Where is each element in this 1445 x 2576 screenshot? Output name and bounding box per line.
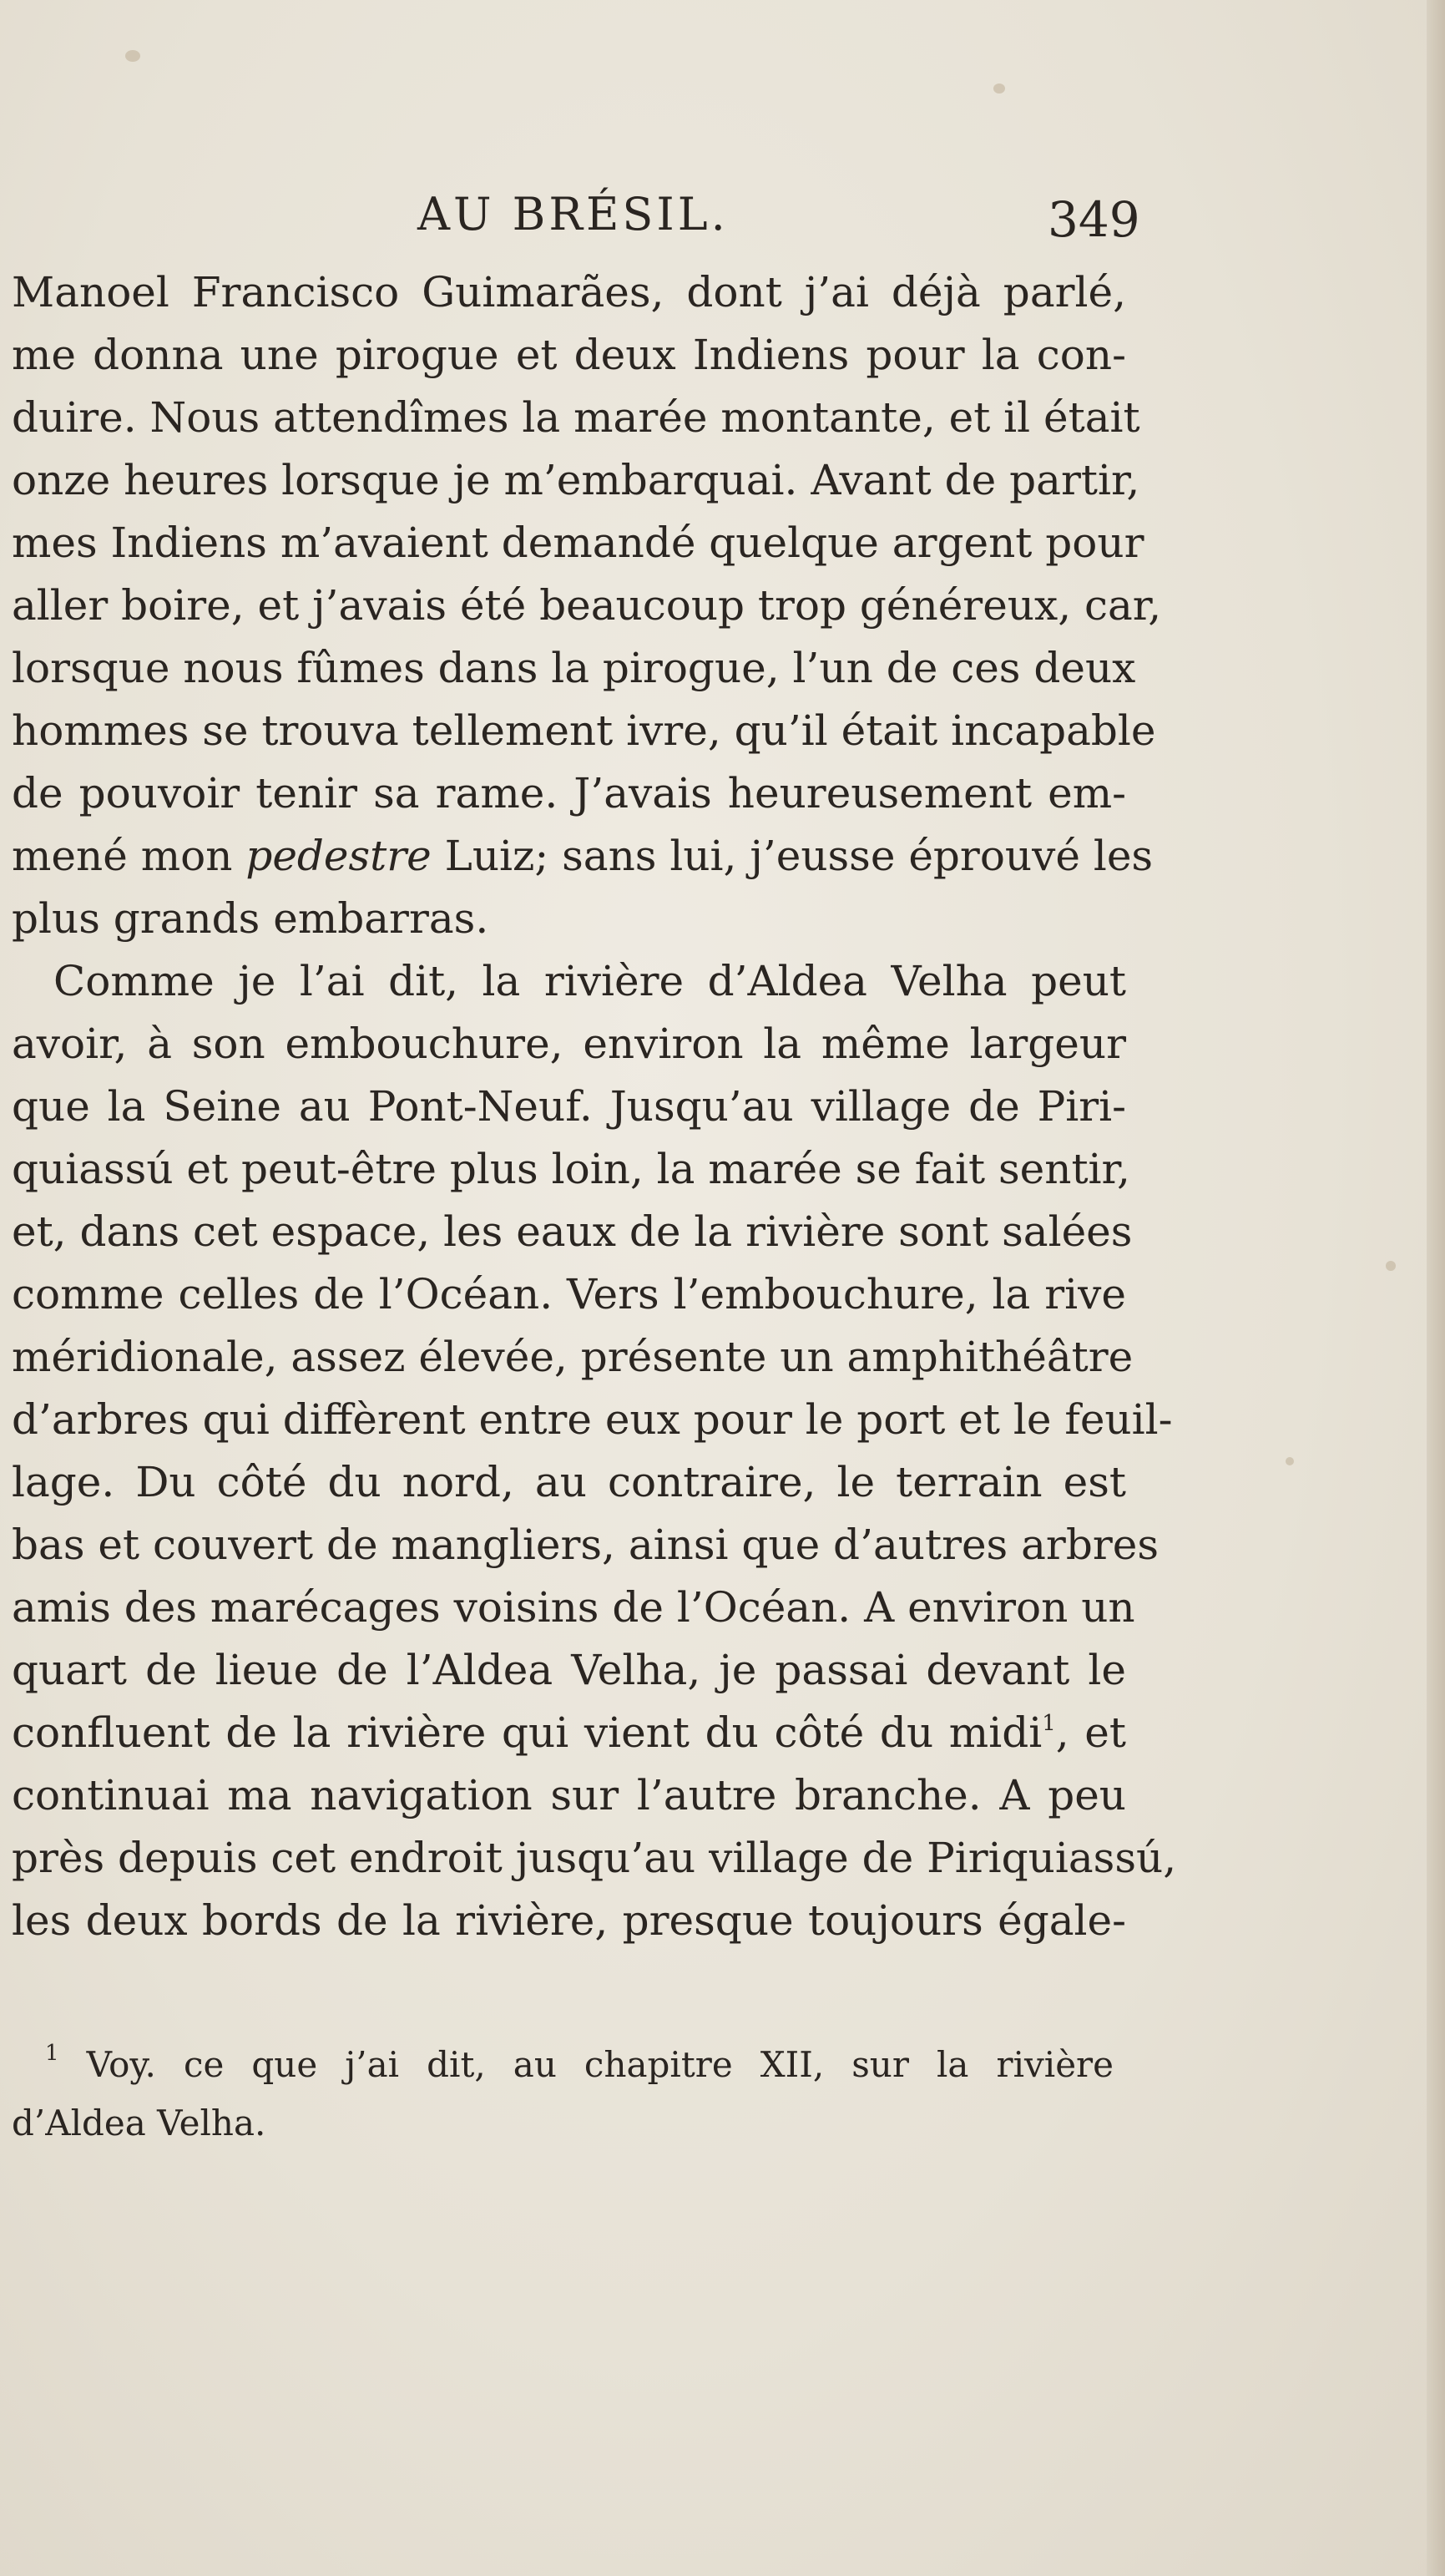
text-line: quiassú et peut-être plus loin, la marée se fait sentir, <box>12 1145 1130 1193</box>
text-line <box>12 1702 1126 1764</box>
text-line: onze heures lorsque je m’embarquai. Avant de partir, <box>12 456 1140 504</box>
body-text <box>12 261 1177 1952</box>
paper-speck <box>993 84 1005 94</box>
footnote-marker: 1 <box>45 2041 59 2066</box>
italic-word: pedestre <box>245 832 432 880</box>
footnote-ref: 1 <box>1042 1711 1056 1736</box>
text-line: avoir, à son embouchure, environ la même largeur <box>12 1020 1126 1068</box>
text-line: près depuis cet endroit jusqu’au village de Piriquiassú, <box>12 1834 1177 1882</box>
text-line: me donna une pirogue et deux Indiens pour la con- <box>12 331 1126 379</box>
paper-speck <box>1386 1261 1396 1271</box>
text-line: de pouvoir tenir sa rame. J’avais heureusement em- <box>12 769 1126 817</box>
text-line: hommes se trouva tellement ivre, qu’il était incapable <box>12 706 1156 755</box>
text-line: Comme je l’ai dit, la rivière d’Aldea Velha peut <box>53 957 1126 1005</box>
paper-speck <box>125 50 140 62</box>
footnotes <box>12 2036 1114 2153</box>
footnote-line: d’Aldea Velha. <box>12 2103 266 2143</box>
text-segment: , et <box>1055 1708 1126 1757</box>
text-segment: confluent de la rivière qui vient du côté du midi <box>12 1708 1043 1757</box>
text-line: Manoel Francisco Guimarães, dont j’ai déjà parlé, <box>12 268 1126 316</box>
text-line: duire. Nous attendîmes la marée montante, et il était <box>12 393 1140 442</box>
text-line: amis des marécages voisins de l’Océan. A environ un <box>12 1583 1135 1632</box>
text-line <box>12 825 1154 888</box>
text-line: lorsque nous fûmes dans la pirogue, l’un de ces deux <box>12 644 1136 692</box>
text-line: d’arbres qui diffèrent entre eux pour le port et le feuil- <box>12 1395 1173 1444</box>
text-line: les deux bords de la rivière, presque toujours égale- <box>12 1896 1126 1945</box>
text-segment: Luiz; sans lui, j’eusse éprouvé les <box>444 832 1154 880</box>
page-edge <box>1427 0 1445 2576</box>
paper-speck <box>1286 1457 1294 1465</box>
page-number: 349 <box>1048 191 1140 248</box>
text-line: quart de lieue de l’Aldea Velha, je passai devant le <box>12 1646 1126 1694</box>
running-title: AU BRÉSIL. <box>417 188 729 240</box>
text-segment: mené mon <box>12 832 233 880</box>
text-line: plus grands embarras. <box>12 894 489 943</box>
footnote-text: Voy. ce que j’ai dit, au chapitre XII, sur la rivière <box>86 2044 1114 2085</box>
text-line: continuai ma navigation sur l’autre branche. A peu <box>12 1771 1126 1819</box>
text-line: et, dans cet espace, les eaux de la rivière sont salées <box>12 1207 1133 1256</box>
text-line: méridionale, assez élevée, présente un amphithéâtre <box>12 1333 1134 1381</box>
text-line: lage. Du côté du nord, au contraire, le terrain est <box>12 1458 1126 1506</box>
text-line: bas et couvert de mangliers, ainsi que d’autres arbres <box>12 1521 1159 1569</box>
text-line: mes Indiens m’avaient demandé quelque argent pour <box>12 519 1144 567</box>
page-header <box>0 188 1445 263</box>
footnote-line <box>12 2036 1114 2094</box>
text-line: comme celles de l’Océan. Vers l’embouchure, la rive <box>12 1270 1126 1318</box>
text-line: aller boire, et j’avais été beaucoup trop généreux, car, <box>12 581 1162 630</box>
text-line: que la Seine au Pont-Neuf. Jusqu’au village de Piri- <box>12 1082 1126 1131</box>
